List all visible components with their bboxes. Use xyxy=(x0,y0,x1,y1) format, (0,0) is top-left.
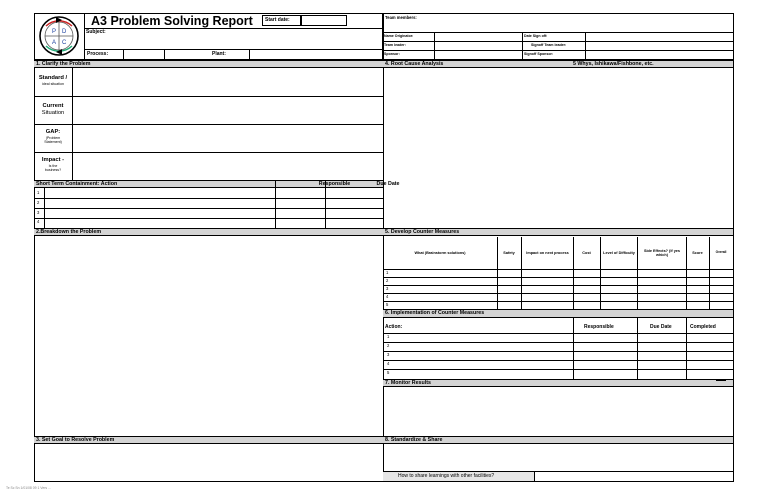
signoff-sponsor-label: Signoff Sponsor: xyxy=(524,52,554,56)
impl-row-num: 5 xyxy=(387,370,390,375)
impact-label: Impact - Is the business? xyxy=(41,157,65,172)
date-sign-off-label: Date Sign off: xyxy=(524,34,548,38)
impl-row-num: 1 xyxy=(387,334,390,339)
start-date-field[interactable] xyxy=(301,15,347,26)
svg-text:C: C xyxy=(62,40,67,46)
name-originator-label: Name Originator: xyxy=(384,34,414,38)
page-title: A3 Problem Solving Report xyxy=(91,14,253,28)
section-6-header: 6. Implementation of Counter Measures xyxy=(383,309,733,317)
section-7-header: 7. Monitor Results xyxy=(383,379,733,387)
impl-row-num: 2 xyxy=(387,343,390,348)
subject-label: Subject: xyxy=(86,29,106,35)
cm-col-what: What (Brainstorm solutions) xyxy=(414,250,466,255)
svg-text:P: P xyxy=(52,29,57,35)
section-5-header: 5. Develop Counter Measures xyxy=(383,228,733,236)
impl-completed-label: Completed xyxy=(690,324,716,330)
sponsor-label: Sponsor: xyxy=(384,52,400,56)
cm-col-difficulty: Level of Difficulty xyxy=(603,250,635,255)
share-question-label: How to share learnings with other facilities? xyxy=(398,473,495,479)
set-goal-area[interactable] xyxy=(35,445,382,481)
impl-responsible-label: Responsible xyxy=(584,324,614,330)
containment-row-num: 3 xyxy=(37,210,40,215)
pdca-logo xyxy=(36,14,82,58)
cm-row-num: 2 xyxy=(386,278,389,283)
containment-row-num: 4 xyxy=(37,219,40,224)
section-4-header: 4. Root Cause Analysis 5 Whys, Ishikawa/Fishbone, etc. xyxy=(383,60,733,68)
cm-col-score: Score xyxy=(692,250,703,255)
start-date-label: Start date: xyxy=(265,17,290,23)
monitor-results-area[interactable] xyxy=(384,388,732,436)
current-situation-label: Current Situation xyxy=(41,103,65,116)
impl-row-num: 3 xyxy=(387,352,390,357)
cm-row-num: 3 xyxy=(386,286,389,291)
cm-col-side-effects: Side Effects? (If yes which) xyxy=(643,248,681,257)
containment-row-num: 1 xyxy=(37,190,40,195)
cm-row-num: 5 xyxy=(386,302,389,307)
gap-label: GAP: (Problem Statement) xyxy=(44,129,62,144)
cm-col-safety: Safety xyxy=(503,250,515,255)
footer-note: Te Sc Sn 1/01/08 09 1 Vers ... xyxy=(6,486,51,490)
team-leader-label: Team leader: xyxy=(384,43,406,47)
section-7-dash xyxy=(716,380,726,381)
section-8-header: 8. Standardize & Share xyxy=(383,436,733,444)
root-cause-area[interactable] xyxy=(384,69,732,228)
signoff-team-leader-label: Signoff Team leader: xyxy=(531,43,567,47)
containment-row-num: 2 xyxy=(37,200,40,205)
impl-due-date-label: Due Date xyxy=(650,324,672,330)
impl-action-label: Action: xyxy=(385,324,403,330)
containment-header: Short Term Containment: Action Responsible Due Date xyxy=(36,181,400,187)
plant-label: Plant: xyxy=(212,51,226,57)
section-2-header: 2.Breakdown the Problem xyxy=(34,228,383,236)
team-members-label: Team members: xyxy=(385,15,417,20)
process-label: Process: xyxy=(87,51,109,57)
cm-col-impact: Impact on next process xyxy=(526,250,569,255)
cm-row-num: 4 xyxy=(386,294,389,299)
cm-col-cost: Cost xyxy=(582,250,591,255)
cm-col-overall: Overall xyxy=(715,250,727,255)
section-1-header: 1. Clarify the Problem xyxy=(34,60,383,68)
svg-text:A: A xyxy=(52,40,57,46)
cm-row-num: 1 xyxy=(386,270,389,275)
breakdown-area[interactable] xyxy=(35,237,382,436)
section-3-header: 3. Set Goal to Resolve Problem xyxy=(34,436,383,444)
standard-label: Standard / ideal situation xyxy=(38,75,68,86)
impl-row-num: 4 xyxy=(387,361,390,366)
standardize-area[interactable] xyxy=(384,445,732,471)
svg-text:D: D xyxy=(62,29,67,35)
